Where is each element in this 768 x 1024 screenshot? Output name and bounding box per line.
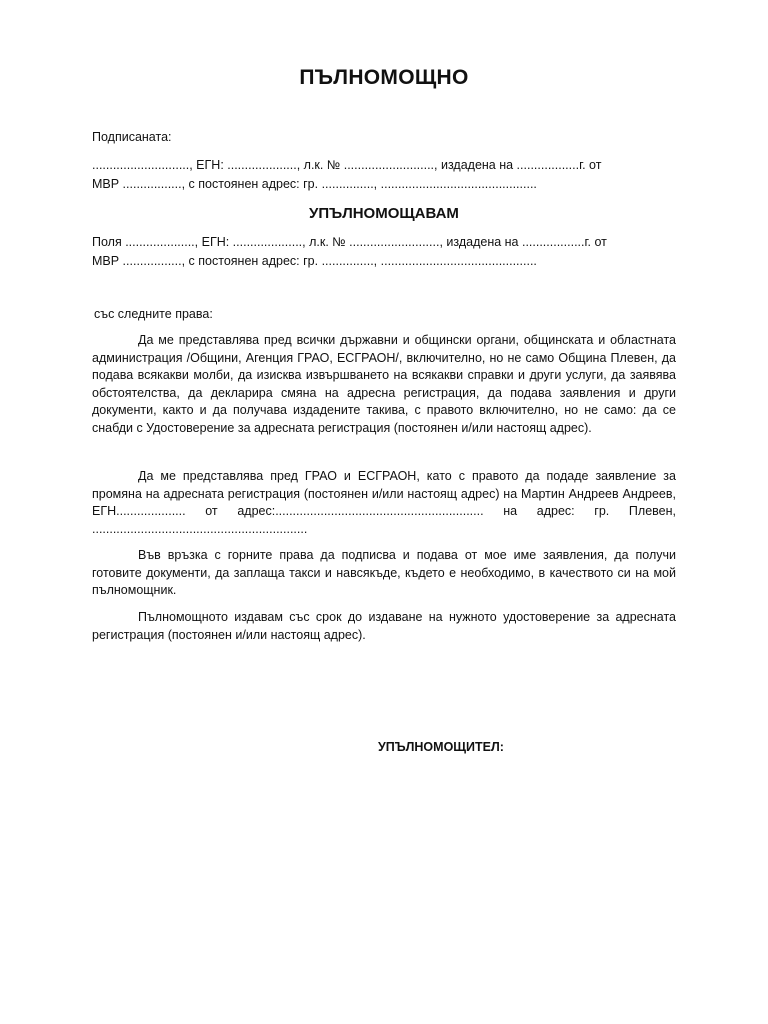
paragraph-rights-3: Във връзка с горните права да подписва и подава от мое име заявления, да получи готовите документи, да заплаща такси и навсякъде, където е необходимо, в качеството си на мой пълномощник. bbox=[92, 548, 676, 597]
document-title: ПЪЛНОМОЩНО bbox=[299, 66, 469, 89]
paragraph-validity: Пълномощното издавам със срок до издаване на нужното удостоверение за адресната регистрация (постоянен и/или настоящ адрес). bbox=[92, 610, 676, 642]
signatory-label: Подписаната: bbox=[92, 130, 172, 144]
authorize-heading: УПЪЛНОМОЩАВАМ bbox=[309, 205, 459, 222]
principal-line-1: ............................, ЕГН: ...................., л.к. № .........................., издадена на ..................г. от bbox=[92, 158, 602, 172]
principal-line-2: МВР ................., с постоянен адрес: гр. ..............., ............................................. bbox=[92, 177, 537, 191]
agent-line-1: Поля ...................., ЕГН: ...................., л.к. № .........................., издадена на ..................г. от bbox=[92, 235, 607, 249]
signer-label: УПЪЛНОМОЩИТЕЛ: bbox=[378, 740, 504, 754]
agent-line-2: МВР ................., с постоянен адрес: гр. ..............., ............................................. bbox=[92, 254, 537, 268]
rights-intro: със следните права: bbox=[94, 307, 213, 321]
paragraph-rights-2: Да ме представлява пред ГРАО и ЕСГРАОН, като с правото да подаде заявление за промяна на адресната регистрация (постоянен и/или настоящ адрес) на Мартин Андреев Андреев, ЕГН.................... от адрес:............................................................ на адрес: гр. Плевен, .............................................................. bbox=[92, 469, 676, 536]
paragraph-rights-1: Да ме представлява пред всички държавни и общински органи, общинската и областната администрация /Общини, Агенция ГРАО, ЕСГРАОН/, включително, но не само Община Плевен, да подава всякакви молби, да изисква извършването на всякакви справки и други услуги, да заявява обстоятелства, да декларира смяна на адресна регистрация, да подава заявления и други документи, както и да получава издадените такива, с правото включително, но не само: да се снабди с Удостоверение за адресната регистрация (постоянен и/или настоящ адрес). bbox=[92, 333, 676, 435]
